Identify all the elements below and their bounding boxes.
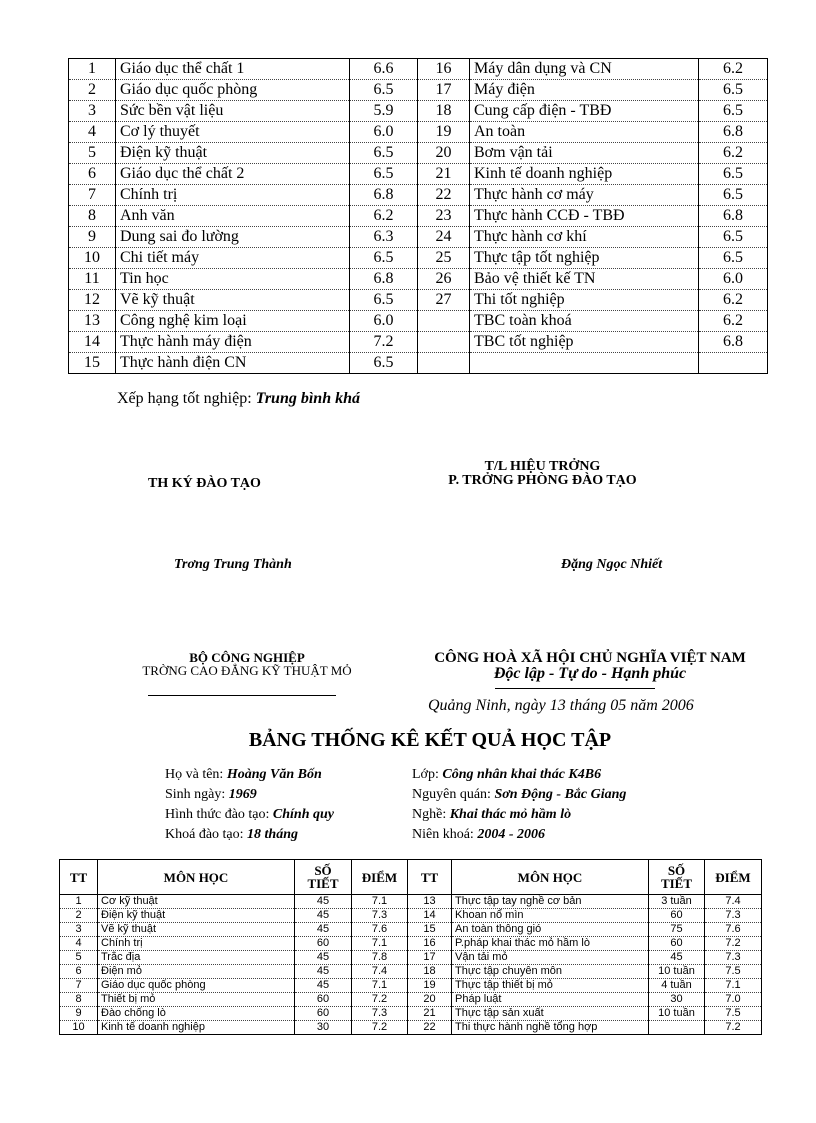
subject-name: Chính trị [116,185,350,206]
subject-hours: 60 [649,937,705,951]
row-number: 14 [69,332,116,353]
hometown-row [412,785,626,805]
subject-score: 7.2 [705,937,762,951]
subject-name: An toàn [470,122,699,143]
document-title: BẢNG THỐNG KÊ KẾT QUẢ HỌC TẬP [248,729,612,751]
academic-year-row [412,825,626,845]
subject-name: Cơ kỹ thuật [98,895,295,909]
student-info-left [165,765,334,845]
training-duration-row [165,825,334,845]
student-dob-label: Sinh ngày: [165,787,229,802]
subject-score: 7.3 [705,951,762,965]
row-number: 25 [418,248,470,269]
academic-year-label: Niên khoá: [412,827,478,842]
subject-score: 7.3 [352,909,408,923]
table-row [69,101,768,122]
table-row [60,951,762,965]
subject-name: Thực tập tốt nghiệp [470,248,699,269]
subject-hours: 30 [295,1021,352,1035]
row-number: 16 [418,59,470,80]
subject-score: 6.8 [350,185,418,206]
subject-score: 6.3 [350,227,418,248]
subject-name: TBC tốt nghiệp [470,332,699,353]
table-row [60,993,762,1007]
row-number: 22 [418,185,470,206]
national-motto: Độc lập - Tự do - Hạnh phúc [493,665,687,682]
subject-score: 7.5 [705,1007,762,1021]
table-row [69,353,768,374]
right-signer-title-line1: T/L HIỆU TRỞNG [484,459,601,474]
subject-score: 6.2 [699,59,768,80]
subject-name: Thi thực hành nghề tổng hợp [452,1021,649,1035]
subject-hours: 4 tuần [649,979,705,993]
subject-name: Chính trị [98,937,295,951]
table-row [60,895,762,909]
subject-name: An toàn thông gió [452,923,649,937]
issuer-block [107,651,387,677]
row-number: 2 [69,80,116,101]
subject-score: 6.5 [350,80,418,101]
job-row [412,805,626,825]
training-mode: Chính quy [272,807,334,822]
ranking-value: Trung bình khá [255,390,360,407]
subject-score: 7.2 [705,1021,762,1035]
subject-score: 6.0 [350,311,418,332]
subject-name: Giáo dục thể chất 1 [116,59,350,80]
header-subject-right: MÔN HỌC [452,860,649,895]
row-number: 17 [418,80,470,101]
table-row [69,227,768,248]
row-number: 10 [60,1021,98,1035]
previous-scores-body [69,59,768,374]
header-hours-line1: SỐ [667,863,686,878]
subject-name: Thực tập chuyên môn [452,965,649,979]
subject-score: 6.6 [350,59,418,80]
row-number: 8 [69,206,116,227]
training-mode-label: Hình thức đào tạo: [165,807,273,822]
subject-score: 6.8 [350,269,418,290]
training-duration: 18 tháng [247,827,298,842]
row-number: 21 [408,1007,452,1021]
table-row [69,185,768,206]
issue-date: Quảng Ninh, ngày 13 tháng 05 năm 2006 [428,697,694,714]
subject-hours: 45 [295,951,352,965]
graduation-ranking [117,390,360,408]
table-row [69,122,768,143]
subject-name: Tin học [116,269,350,290]
subject-name: Giáo dục thể chất 2 [116,164,350,185]
row-number: 7 [60,979,98,993]
table-row [69,206,768,227]
school-name: TRỜNG CAO ĐẲNG KỸ THUẬT MỎ [142,663,352,678]
row-number: 18 [418,101,470,122]
subject-score: 7.2 [350,332,418,353]
header-hours-line2: TIẾT [660,876,693,891]
row-number: 22 [408,1021,452,1035]
subject-score: 6.2 [699,143,768,164]
subject-score: 6.2 [699,311,768,332]
subject-score: 7.6 [705,923,762,937]
student-info-right [412,765,626,845]
subject-name: Kinh tế doanh nghiệp [470,164,699,185]
table-row [69,143,768,164]
subject-hours: 60 [649,909,705,923]
subject-name: Vẽ kỹ thuật [116,290,350,311]
subject-score: 7.6 [352,923,408,937]
header-hours-line2: TIẾT [307,876,339,891]
row-number: 3 [60,923,98,937]
subject-name: Sức bền vật liệu [116,101,350,122]
table-row [69,59,768,80]
row-number: 19 [408,979,452,993]
left-signer-title: TH KÝ ĐÀO TẠO [148,476,261,491]
subject-name: Công nghệ kim loại [116,311,350,332]
table-row [60,965,762,979]
subject-score [699,353,768,374]
row-number: 9 [69,227,116,248]
header-score-right: ĐIỂM [705,860,762,895]
header-tt-right: TT [408,860,452,895]
subject-hours [649,1021,705,1035]
subject-name: Dung sai đo lường [116,227,350,248]
subject-name: Chi tiết máy [116,248,350,269]
subject-score: 7.1 [705,979,762,993]
subject-hours: 45 [295,923,352,937]
row-number [418,353,470,374]
subject-hours: 30 [649,993,705,1007]
table-row [69,248,768,269]
row-number: 20 [418,143,470,164]
subject-name: Giáo dục quốc phòng [98,979,295,993]
subject-hours: 45 [649,951,705,965]
subject-name: Đào chống lò [98,1007,295,1021]
row-number: 5 [69,143,116,164]
subject-score: 7.3 [705,909,762,923]
row-number: 9 [60,1007,98,1021]
subject-name: Điện kỹ thuật [98,909,295,923]
right-signer-title-line2: P. TRỞNG PHÒNG ĐÀO TẠO [448,473,637,488]
training-duration-label: Khoá đào tạo: [165,827,248,842]
subject-name: Thực hành điện CN [116,353,350,374]
subject-name: Thi tốt nghiệp [470,290,699,311]
subject-hours: 3 tuần [649,895,705,909]
subject-name: Thực hành CCĐ - TBĐ [470,206,699,227]
subject-hours: 60 [295,993,352,1007]
subject-score: 7.1 [352,979,408,993]
row-number: 18 [408,965,452,979]
header-hours-line1: SỐ [314,863,332,878]
row-number: 15 [69,353,116,374]
results-table [59,859,762,1035]
table-row [69,80,768,101]
row-number: 4 [69,122,116,143]
right-signer-name: Đặng Ngọc Nhiết [561,557,663,572]
row-number: 23 [418,206,470,227]
subject-name: Thiết bị mỏ [98,993,295,1007]
student-name-row [165,765,334,785]
subject-name: Thực hành máy điện [116,332,350,353]
row-number: 6 [60,965,98,979]
table-row [69,269,768,290]
row-number: 6 [69,164,116,185]
hometown: Sơn Động - Bắc Giang [494,787,627,802]
subject-name: Bơm vận tải [470,143,699,164]
row-number: 1 [60,895,98,909]
subject-score: 7.4 [352,965,408,979]
subject-name: Cơ lý thuyết [116,122,350,143]
subject-score: 7.8 [352,951,408,965]
subject-hours: 10 tuần [649,965,705,979]
subject-name: P.pháp khai thác mỏ hầm lò [452,937,649,951]
row-number: 15 [408,923,452,937]
table-row [60,923,762,937]
subject-score: 6.2 [699,290,768,311]
row-number: 5 [60,951,98,965]
subject-score: 7.3 [352,1007,408,1021]
row-number: 12 [69,290,116,311]
subject-score: 7.1 [352,937,408,951]
table-row [60,909,762,923]
subject-score: 5.9 [350,101,418,122]
motto-underline [495,688,655,689]
previous-scores-table [68,58,768,374]
header-subject-left: MÔN HỌC [98,860,295,895]
row-number: 14 [408,909,452,923]
row-number: 20 [408,993,452,1007]
subject-score: 6.5 [350,143,418,164]
subject-name: Giáo dục quốc phòng [116,80,350,101]
subject-name: Bảo vệ thiết kế TN [470,269,699,290]
subject-name: Máy dân dụng và CN [470,59,699,80]
student-name-label: Họ và tên: [165,767,227,782]
subject-hours: 45 [295,909,352,923]
subject-hours: 10 tuần [649,1007,705,1021]
subject-name: Cung cấp điện - TBĐ [470,101,699,122]
subject-score: 6.0 [350,122,418,143]
subject-score: 6.2 [350,206,418,227]
row-number: 13 [408,895,452,909]
row-number: 19 [418,122,470,143]
header-hours-left [295,860,352,895]
table-row [60,1021,762,1035]
row-number: 17 [408,951,452,965]
subject-score: 6.5 [699,80,768,101]
table-row [69,164,768,185]
student-name: Hoàng Văn Bốn [226,767,322,782]
subject-score: 7.4 [705,895,762,909]
row-number: 26 [418,269,470,290]
subject-score: 6.5 [350,248,418,269]
row-number: 10 [69,248,116,269]
table-row [69,311,768,332]
subject-name [470,353,699,374]
row-number [418,332,470,353]
subject-score: 6.5 [350,290,418,311]
row-number: 2 [60,909,98,923]
student-dob: 1969 [228,787,257,802]
subject-hours: 60 [295,1007,352,1021]
subject-name: Điện mỏ [98,965,295,979]
subject-name: Vận tải mỏ [452,951,649,965]
left-signer-name: Trơng Trung Thành [174,557,292,572]
row-number: 16 [408,937,452,951]
subject-name: Vẽ kỹ thuật [98,923,295,937]
subject-score: 6.8 [699,206,768,227]
row-number: 13 [69,311,116,332]
table-row [60,937,762,951]
subject-score: 6.5 [699,185,768,206]
results-header-row [60,860,762,895]
header-hours-right [649,860,705,895]
subject-score: 6.0 [699,269,768,290]
row-number: 3 [69,101,116,122]
issuer-underline [148,695,336,696]
row-number: 24 [418,227,470,248]
subject-score: 7.2 [352,1021,408,1035]
row-number: 7 [69,185,116,206]
subject-name: Pháp luật [452,993,649,1007]
class-row [412,765,626,785]
subject-name: Trắc địa [98,951,295,965]
table-row [69,332,768,353]
subject-name: Kinh tế doanh nghiệp [98,1021,295,1035]
student-dob-row [165,785,334,805]
row-number: 11 [69,269,116,290]
subject-score: 6.5 [350,353,418,374]
subject-name: Thực tập thiết bị mỏ [452,979,649,993]
subject-score: 6.5 [699,101,768,122]
subject-name: Anh văn [116,206,350,227]
ministry-name: BỘ CÔNG NGHIỆP [189,650,305,665]
republic-block [410,651,770,681]
subject-hours: 45 [295,965,352,979]
table-row [60,979,762,993]
subject-score: 7.2 [352,993,408,1007]
results-body [60,895,762,1035]
subject-name: Điện kỹ thuật [116,143,350,164]
job-name: Khai thác mỏ hầm lò [449,807,572,822]
academic-year: 2004 - 2006 [477,827,545,842]
subject-score: 7.1 [352,895,408,909]
subject-score: 7.5 [705,965,762,979]
job-label: Nghề: [412,807,450,822]
table-row [60,1007,762,1021]
subject-name: TBC toàn khoá [470,311,699,332]
header-tt-left: TT [60,860,98,895]
row-number: 1 [69,59,116,80]
row-number [418,311,470,332]
subject-score: 7.0 [705,993,762,1007]
subject-name: Khoan nổ mìn [452,909,649,923]
row-number: 4 [60,937,98,951]
training-mode-row [165,805,334,825]
subject-hours: 45 [295,895,352,909]
republic-name: CÔNG HOÀ XÃ HỘI CHỦ NGHĨA VIỆT NAM [434,650,746,666]
subject-score: 6.8 [699,332,768,353]
subject-hours: 60 [295,937,352,951]
row-number: 21 [418,164,470,185]
header-score-left: ĐIỂM [352,860,408,895]
subject-name: Thực tập tay nghề cơ bản [452,895,649,909]
subject-name: Thực hành cơ khí [470,227,699,248]
subject-score: 6.5 [699,227,768,248]
subject-name: Thực tập sản xuất [452,1007,649,1021]
hometown-label: Nguyên quán: [412,787,495,802]
subject-name: Máy điện [470,80,699,101]
subject-hours: 45 [295,979,352,993]
subject-hours: 75 [649,923,705,937]
row-number: 27 [418,290,470,311]
subject-score: 6.5 [699,248,768,269]
subject-score: 6.5 [350,164,418,185]
ranking-label: Xếp hạng tốt nghiệp: [117,390,256,407]
subject-score: 6.8 [699,122,768,143]
subject-score: 6.5 [699,164,768,185]
class-label: Lớp: [412,767,443,782]
row-number: 8 [60,993,98,1007]
table-row [69,290,768,311]
subject-name: Thực hành cơ máy [470,185,699,206]
class-name: Công nhân khai thác K4B6 [442,767,602,782]
right-signer-title [420,460,665,488]
